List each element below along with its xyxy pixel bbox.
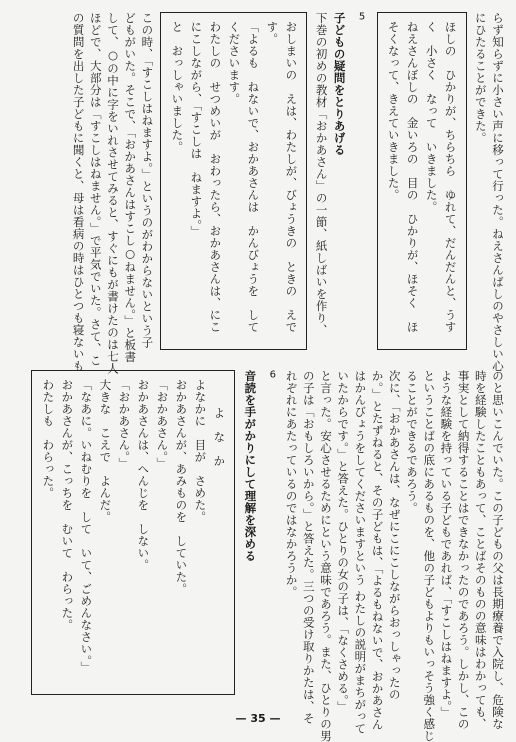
poem-line: にこしながら、「すこしは ねますよ。」 [189,21,204,238]
poem-line: よなかに 目が さめた。 [193,379,208,523]
poem-box-mother [160,12,307,350]
page-number: — 35 — [235,712,281,725]
text-line: の質問を出した子どもに聞くと、母は看病の時はひとつも寝ないも [71,12,86,372]
section-number: 5 [358,12,366,22]
poem-line: と おっしゃいました。 [170,21,185,153]
poem-line: 「よるも ねないで、おかあさんは かんびょうを して [246,21,261,333]
poem-line: わたしも わらった。 [41,379,56,499]
poem-line: わたしの せつめいが おわったら、おかあさんは、にこ [208,21,223,333]
poem-line: 「なあに。いねむりを して いて、ごめんなさい。」 [79,379,94,674]
poem-line: 大きな こえで よんだ。 [98,379,113,523]
section-heading: 子どもの疑問をとりあげる [332,12,347,156]
section-number: 6 [269,370,277,380]
text-line: ることができるであろう。 [404,370,419,514]
text-line: のと思いこんでいた。この子どもの父は長期療養で入院し、危険な [491,370,505,730]
poem-line: おかあさんは、へんじを しない。 [136,379,151,571]
poem-line: おしまいの えは、わたしが、びょうきの ときの えで [284,21,299,333]
poem-line: 「おかあさん。」 [155,379,170,470]
text-line: ような経験を持っている子どもであれば、「すこしはねますよ。」 [439,370,454,719]
text-line: 次に、「おかあさんは、なぜにこにこしながらおっしゃったの [387,370,402,701]
poem-line: おかあさんが、あみものを していた。 [174,379,189,595]
poem-line: そくなって、きえていきました。 [386,21,401,201]
poem-line: く 小さく なって いきました。 [424,21,439,213]
poem-line: ほしの ひかりが、ちらちら ゆれて、だんだんと、うす [443,21,458,333]
poem-line: くださいます。 [227,21,242,105]
poem-line: す。 [265,21,280,45]
text-line: いたからです。」と答えた。ひとりの女の子は、「なくさめる。」 [336,370,351,713]
text-line: 下巻の初めの教材「おかあさん」の一節、紙しばいを作り、 [314,12,329,336]
poem-line: ねえさんぼしの 金いろの 目の ひかりが、ほそく ほ [405,21,420,333]
poem-title: よ な か [212,407,227,467]
text-line: して、○の中に字をいれさせてみると、すぐにもが書けたのは七人 [105,12,120,375]
poem-box-stars [377,12,467,350]
text-line: の子は「おもしろいから。」と答えた。三つの受け取りかたは、そ [301,370,316,725]
text-line: この時、「すこしはねますよ。」というのがわからないという子 [140,12,155,349]
text-line: 時を経験したこともあって、ことばそのものの意味はわかっても、 [473,370,488,730]
section-heading: 音読を手がかりにして理解を深める [243,370,258,562]
text-line: れぞれにあたっているのではなかろうか。 [284,370,299,598]
text-line: どもがいた。そこで、「おかあさんはすこし○ねません。」と板書 [123,12,138,363]
text-line: ということばの底にあるものを、他の子どもよりもいっそう強く感じ [422,370,437,742]
text-line: 事実として納得することはできなかったのであろう。しかし、この [456,370,471,730]
text-line: と言った。安心させるためにという意味であろう。また、ひとりの男 [318,370,333,742]
text-line: か。」とたずねると、その子どもは、「よるもねないで、おかあさん [370,370,385,731]
poem-line: 「おかあさん。」 [117,379,132,470]
text-line: はかんびょうをしてくださいますという わたしの説明がまちがって [353,370,368,735]
top-column-block [10,12,506,375]
text-line: にひたることができた。 [473,12,488,144]
poem-box-midnight [31,370,235,695]
text-line: ほどで、大部分は「すこしはねません。」で平気でいた。さて、こ [88,12,103,367]
text-line: らず知らずに小さい声に移って行った。ねえさんばしのやさしい心 [491,12,505,372]
poem-line: おかあさんが、こっちを むいて わらった。 [60,379,75,631]
